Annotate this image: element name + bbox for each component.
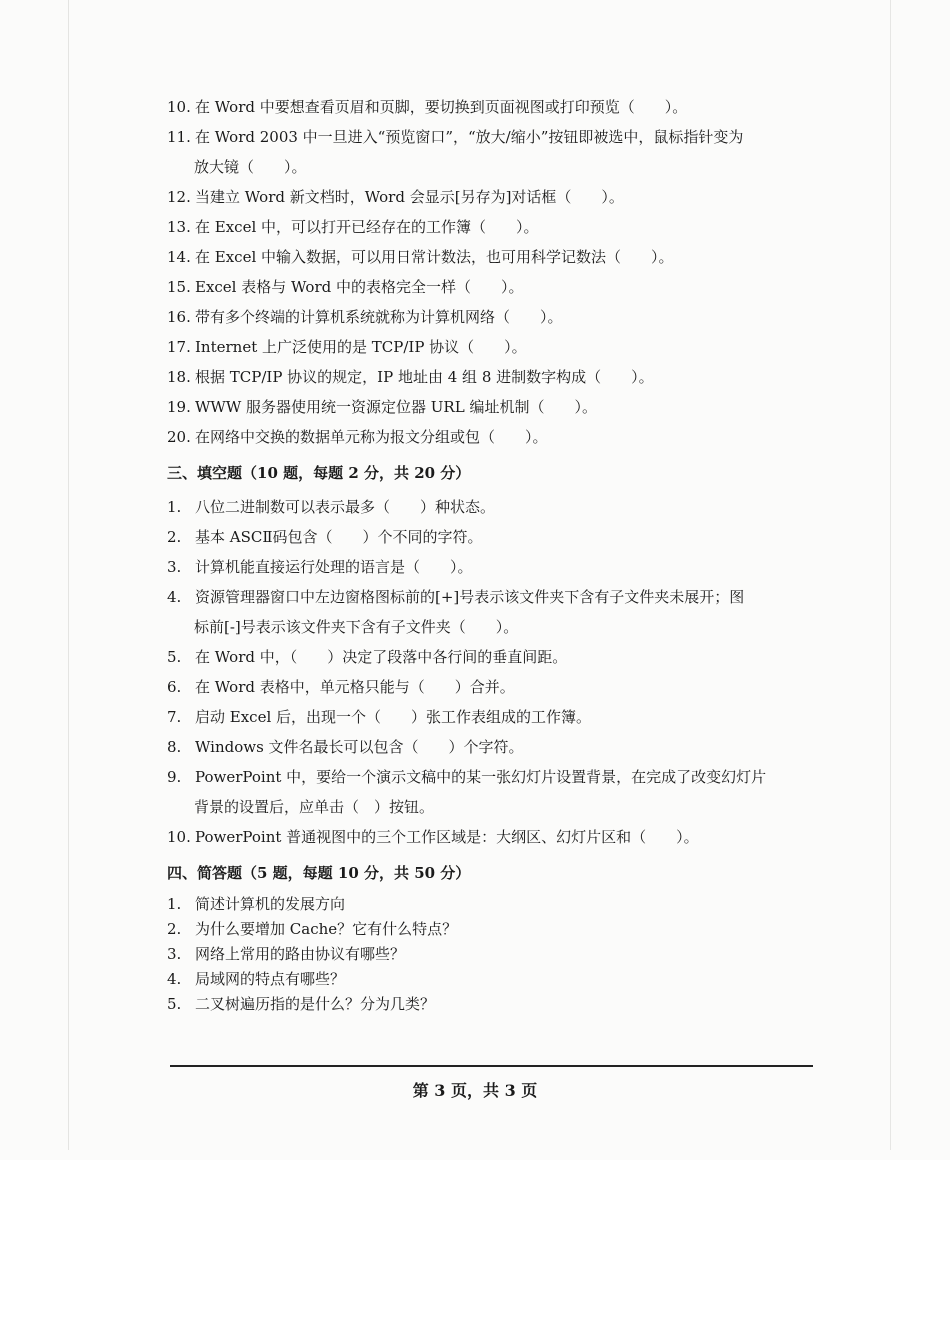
question-item: 17. Internet 上广泛使用的是 TCP/IP 协议（ ）。 <box>167 338 527 356</box>
section-3-heading: 三、填空题（10 题，每题 2 分，共 20 分） <box>167 464 471 482</box>
section-2-items <box>167 92 817 452</box>
exam-content <box>167 92 817 1017</box>
question-item: 12. 当建立 Word 新文档时，Word 会显示[另存为]对话框（ ）。 <box>167 188 624 206</box>
question-item: 8. Windows 文件名最长可以包含（ ）个字符。 <box>167 738 524 756</box>
page-edge-right <box>890 0 891 1150</box>
question-item: 3. 网络上常用的路由协议有哪些？ <box>167 945 406 963</box>
question-item: 5. 二叉树遍历指的是什么？分为几类？ <box>167 995 436 1013</box>
footer-divider <box>170 1065 813 1067</box>
question-item: 20. 在网络中交换的数据单元称为报文分组或包（ ）。 <box>167 428 548 446</box>
question-item: 1. 简述计算机的发展方向 <box>167 895 346 913</box>
question-item: 4. 局域网的特点有哪些？ <box>167 970 346 988</box>
question-item: 15. Excel 表格与 Word 中的表格完全一样（ ）。 <box>167 278 524 296</box>
question-item: 1. 八位二进制数可以表示最多（ ）种状态。 <box>167 498 496 516</box>
question-item: 2. 为什么要增加 Cache？它有什么特点？ <box>167 920 458 938</box>
question-item: 4. 资源管理器窗口中左边窗格图标前的[+]号表示该文件夹下含有子文件夹未展开；图 标前[-]号表示该文件夹下含有子文件夹（ ）。 <box>167 588 745 636</box>
question-item: 18. 根据 TCP/IP 协议的规定，IP 地址由 4 组 8 进制数字构成（ ）。 <box>167 368 654 386</box>
section-3-items <box>167 492 817 852</box>
section-4-heading: 四、简答题（5 题，每题 10 分，共 50 分） <box>167 864 471 882</box>
question-item: 16. 带有多个终端的计算机系统就称为计算机网络（ ）。 <box>167 308 563 326</box>
page-number: 第 3 页，共 3 页 <box>412 1081 538 1100</box>
question-item: 19. WWW 服务器使用统一资源定位器 URL 编址机制（ ）。 <box>167 398 597 416</box>
question-item: 7. 启动 Excel 后，出现一个（ ）张工作表组成的工作簿。 <box>167 708 592 726</box>
question-item: 13. 在 Excel 中，可以打开已经存在的工作簿（ ）。 <box>167 218 539 236</box>
question-item: 10. PowerPoint 普通视图中的三个工作区域是：大纲区、幻灯片区和（ ）。 <box>167 828 699 846</box>
question-item: 10. 在 Word 中要想查看页眉和页脚，要切换到页面视图或打印预览（ ）。 <box>167 98 688 116</box>
question-item: 11. 在 Word 2003 中一旦进入“预览窗口”，“放大/缩小”按钮即被选中，鼠标指针变为 放大镜（ ）。 <box>167 128 744 176</box>
question-item: 14. 在 Excel 中输入数据，可以用日常计数法，也可用科学记数法（ ）。 <box>167 248 674 266</box>
question-item: 2. 基本 ASCⅡ码包含（ ）个不同的字符。 <box>167 528 483 546</box>
page-edge-left <box>68 0 69 1150</box>
section-4-items <box>167 892 817 1017</box>
question-item: 3. 计算机能直接运行处理的语言是（ ）。 <box>167 558 473 576</box>
question-item: 9. PowerPoint 中，要给一个演示文稿中的某一张幻灯片设置背景，在完成了改变幻灯片 背景的设置后，应单击（ ）按钮。 <box>167 768 767 816</box>
question-item: 5. 在 Word 中，（ ）决定了段落中各行间的垂直间距。 <box>167 648 568 666</box>
question-item: 6. 在 Word 表格中，单元格只能与（ ）合并。 <box>167 678 515 696</box>
